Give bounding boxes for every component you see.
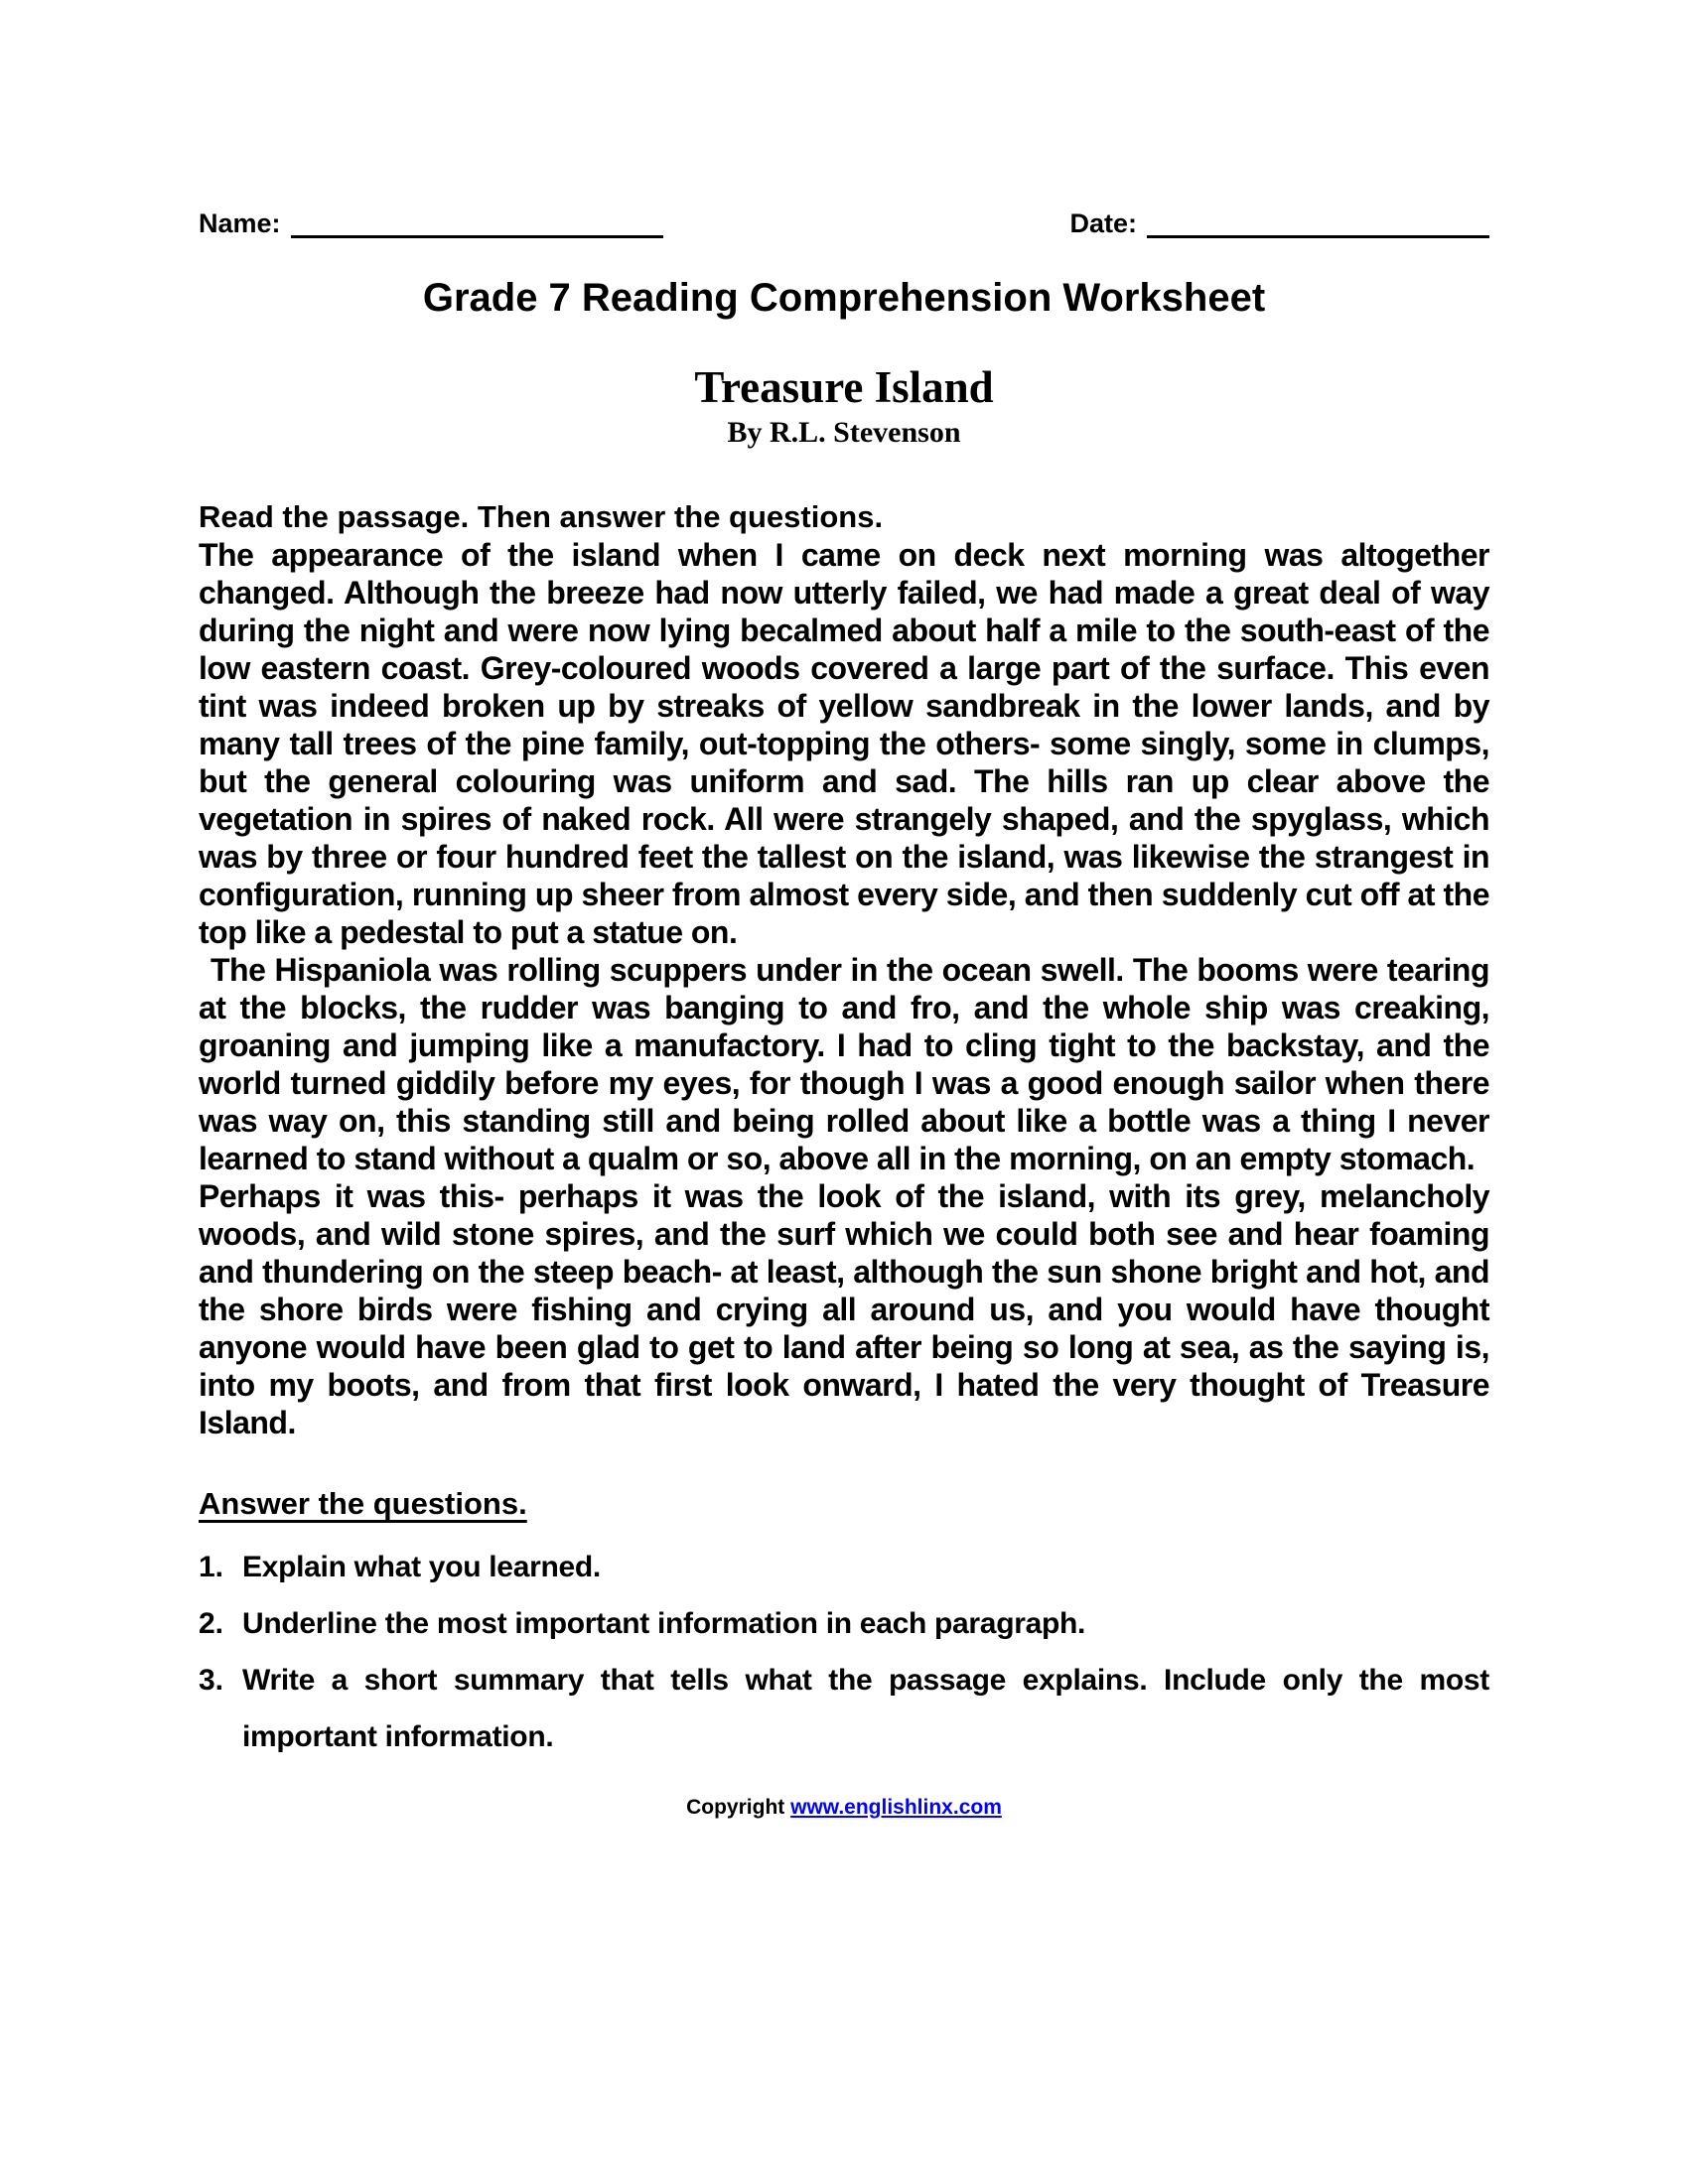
footer [199, 1795, 1489, 1821]
passage-body [199, 536, 1489, 1441]
passage-paragraph: Perhaps it was this- perhaps it was the look of the island, with its grey, melancholy woods, and wild stone spires, and the surf which we could both see and hear foaming and thundering on the steep beach- at least, although the sun shone bright and hot, and the shore birds were fishing and crying all around us, and you would have thought anyone would have been glad to get to land after being so long at sea, as the saying is, into my boots, and from that first look onward, I hated the very thought of Treasure Island. [199, 1178, 1489, 1440]
instructions-text: Read the passage. Then answer the questions. [199, 499, 884, 534]
name-field [199, 205, 663, 238]
passage-paragraph: The appearance of the island when I came on deck next morning was altogether changed. Although the breeze had now utterly failed, we had made a great deal of way during the night and were now lying becalmed about half a mile to the south-east of the low eastern coast. Grey-coloured woods covered a large part of the surface. This even tint was indeed broken up by streaks of yellow sandbreak in the lower lands, and by many tall trees of the pine family, out-topping the others- some singly, some in clumps, but the general colouring was uniform and sad. The hills ran up clear above the vegetation in spires of naked rock. All were strangely shaped, and the spyglass, which was by three or four hundred feet the tallest on the island, was likewise the strangest in configuration, running up sheer from almost every side, and then suddenly cut off at the top like a pedestal to put a statue on. [199, 537, 1489, 950]
question-item [199, 1539, 1489, 1595]
question-item [199, 1595, 1489, 1652]
questions-list [199, 1539, 1489, 1765]
questions-header: Answer the questions. [199, 1486, 527, 1521]
question-text: Underline the most important information in each paragraph. [242, 1607, 1086, 1640]
question-item [199, 1652, 1489, 1765]
name-blank-line[interactable] [291, 205, 663, 238]
date-blank-line[interactable] [1147, 205, 1489, 238]
passage-title: Treasure Island [694, 362, 994, 412]
date-label: Date: [1069, 208, 1137, 238]
name-date-row [199, 205, 1489, 238]
question-number: 1. [199, 1551, 224, 1583]
question-text: Write a short summary that tells what the passage explains. Include only the most important information. [242, 1664, 1489, 1753]
question-text: Explain what you learned. [242, 1551, 601, 1583]
passage-byline: By R.L. Stevenson [727, 416, 961, 449]
date-field [1069, 205, 1489, 238]
worksheet-title: Grade 7 Reading Comprehension Worksheet [422, 276, 1266, 320]
name-label: Name: [199, 208, 281, 238]
copyright-label: Copyright [686, 1796, 791, 1819]
copyright-link[interactable]: www.englishlinx.com [790, 1796, 1002, 1819]
passage-paragraph: The Hispaniola was rolling scuppers under in the ocean swell. The booms were tearing at the blocks, the rudder was banging to and fro, and the whole ship was creaking, groaning and jumping like a manufactory. I had to cling tight to the backstay, and the world turned giddily before my eyes, for though I was a good enough sailor when there was way on, this standing still and being rolled about like a bottle was a thing I never learned to stand without a qualm or so, above all in the morning, on an empty stomach. [199, 952, 1489, 1176]
question-number: 3. [199, 1664, 224, 1697]
question-number: 2. [199, 1607, 224, 1640]
